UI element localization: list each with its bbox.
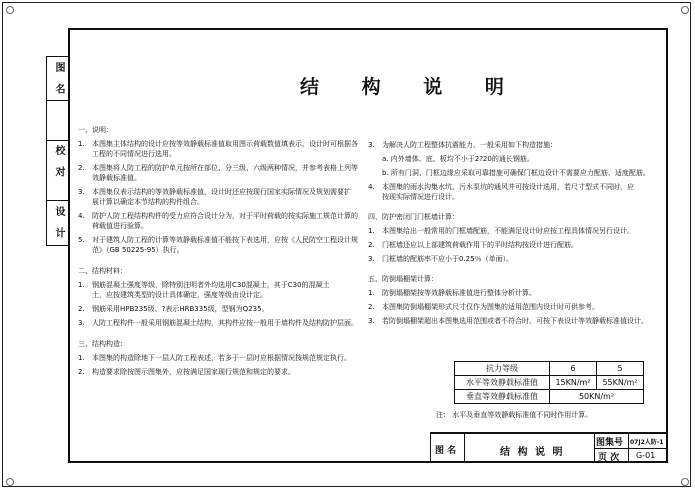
item-line: 荷载值进行验算。 xyxy=(92,222,148,230)
side-label-design: 设 计 xyxy=(53,206,64,242)
title-block xyxy=(430,432,668,463)
item-text xyxy=(382,254,513,264)
item-line: 本图集主体结构的设计应按等效静载标准值取用图示荷载数值填表示，设计时可根据各 xyxy=(92,140,358,148)
item-number: 3. xyxy=(78,319,85,327)
table-cell: 垂直等效静载标准值 xyxy=(455,390,550,404)
tb-page-value: G-01 xyxy=(636,451,656,460)
list-item xyxy=(78,187,358,207)
table-cell: 55KN/m² xyxy=(597,376,644,390)
item-text xyxy=(92,304,269,314)
item-line: 本图集的雨水沟集水坑、污水泵坑的通风井可按设计选用，若尺寸型式不同时，应 xyxy=(382,183,634,191)
tb-page-label: 页 次 xyxy=(598,453,620,463)
item-text xyxy=(92,211,358,231)
tb-divider xyxy=(594,448,668,449)
tb-atlas-label: 图集号 xyxy=(596,438,624,448)
item-line: 本图集给出一般常用的门框墙配筋，不能满足设计时应按工程具体情况另行设计。 xyxy=(382,227,634,235)
list-item xyxy=(78,163,358,183)
right-column xyxy=(368,140,658,330)
item-number xyxy=(368,154,382,164)
section-3-items xyxy=(78,353,358,377)
left-column xyxy=(78,125,358,381)
table-header-cell: 5 xyxy=(597,362,644,376)
page-title: 结 构 说 明 xyxy=(300,76,522,98)
table-header-cell: 抗力等级 xyxy=(455,362,550,376)
item-line: 钢筋采用HPB235级、?表示HRB335级，型钢为Q235。 xyxy=(92,305,269,313)
side-divider xyxy=(46,140,69,141)
item-text xyxy=(382,288,536,298)
item-line: 本图集防倒塌棚架形式尺寸仅作为图集的适用范围内设计时可供参考。 xyxy=(382,303,599,311)
item-number xyxy=(368,168,382,178)
corner-circle-icon xyxy=(6,6,14,14)
table-cell: 15KN/m² xyxy=(550,376,597,390)
structural-measures xyxy=(368,140,658,202)
side-label-name: 图 名 xyxy=(53,62,64,98)
item-text xyxy=(382,240,578,250)
item-line: 本图集将人防工程的防护单元按所在部位、分三级、六级两种情况，并参考表格上列等 xyxy=(92,164,358,172)
item-line: 效静载标准值。 xyxy=(92,174,141,182)
item-line: 人防工程构件一般采用钢筋混凝土结构，其构件应按一般用于墙构件及结构防护层面。 xyxy=(92,319,358,327)
item-text xyxy=(92,187,351,207)
tb-atlas-value: 07J2人防-1 xyxy=(630,439,664,446)
item-text xyxy=(92,318,358,328)
corner-circle-icon xyxy=(6,478,14,486)
item-line: 范》（GB 50225-95）执行。 xyxy=(92,246,184,254)
item-text xyxy=(92,280,330,300)
item-text xyxy=(92,235,358,255)
item-number: 1. xyxy=(78,140,85,148)
item-text xyxy=(92,139,358,159)
item-number: 1. xyxy=(368,289,375,297)
list-item xyxy=(368,302,658,312)
tb-name-value: 结 构 说 明 xyxy=(500,447,565,458)
item-text xyxy=(382,182,634,202)
section-heading: 三、结构构造： xyxy=(78,340,127,348)
item-text xyxy=(382,226,634,236)
list-item xyxy=(78,139,358,159)
list-item xyxy=(78,211,358,231)
section-heading: 二、结构材料： xyxy=(78,267,127,275)
list-item xyxy=(78,318,358,328)
item-text xyxy=(382,140,557,150)
section-2-items xyxy=(78,280,358,328)
item-number: 1. xyxy=(368,227,375,235)
item-line: a. 内外墙体、底、板均不小于2?20的通长钢筋。 xyxy=(382,155,534,163)
item-line: 本图集仅表示结构的等效静载标准值，设计时还应按现行国家实际情况及规划需要扩 xyxy=(92,188,351,196)
side-divider xyxy=(46,100,69,101)
list-item xyxy=(368,182,658,202)
corner-circle-icon xyxy=(681,6,689,14)
item-line: 钢筋混凝土强度等级，除特别注明者外均选用C30混凝土，其于C30的混凝土 xyxy=(92,281,330,289)
list-item xyxy=(368,140,658,150)
table-note: 注： 水平及垂直等效静载标准值不同时作用计算。 xyxy=(436,411,593,419)
list-item xyxy=(368,154,658,164)
list-item xyxy=(368,226,658,236)
item-number: 3. xyxy=(78,188,85,196)
section-heading: 四、防护密闭门门框墙计算： xyxy=(368,213,459,221)
list-item xyxy=(368,288,658,298)
side-label-check: 校 对 xyxy=(53,145,64,181)
tb-divider xyxy=(464,434,465,463)
item-number: 2. xyxy=(368,241,375,249)
item-line: 按现实际情况进行设计。 xyxy=(382,193,459,201)
item-line: 门框墙还应以上部建筑荷载作用下的平时结构按设计进行配筋。 xyxy=(382,241,578,249)
item-line: 若防倒塌棚架超出本图集选用范围或者不符合时，可按下表设计等效静载标准值设计。 xyxy=(382,317,648,325)
item-number: 3. xyxy=(368,141,375,149)
list-item xyxy=(78,367,358,377)
list-item xyxy=(78,353,358,363)
item-number: 4. xyxy=(368,183,375,191)
item-text xyxy=(382,168,650,178)
item-line: 防倒塌棚架按等效静载标准值进行整体分析计算。 xyxy=(382,289,536,297)
item-number: 2. xyxy=(78,368,85,376)
list-item xyxy=(78,304,358,314)
item-line: 土，应按建筑类型的设计具体确定，强度等级由设计定。 xyxy=(92,291,267,299)
section-heading: 五、防倒塌棚架计算： xyxy=(368,275,438,283)
item-number: 1. xyxy=(78,354,85,362)
item-text xyxy=(92,367,295,377)
item-number: 3. xyxy=(368,317,375,325)
tb-name-label: 图 名 xyxy=(435,446,457,456)
item-number: 2. xyxy=(78,164,85,172)
table-header-cell: 6 xyxy=(550,362,597,376)
list-item xyxy=(78,235,358,255)
side-divider xyxy=(46,200,69,201)
list-item xyxy=(368,240,658,250)
section-5-items xyxy=(368,288,658,326)
item-text xyxy=(92,163,358,183)
item-line: 工程的不同情况进行选用。 xyxy=(92,150,176,158)
item-line: 本图集的构造除地下一层人防工程表述，若多于一层时应根据情况按规范规定执行。 xyxy=(92,354,351,362)
item-text xyxy=(382,302,599,312)
item-line: 构造要求除按图示图集外，应按满足国家现行规范和规定的要求。 xyxy=(92,368,295,376)
item-text xyxy=(92,353,351,363)
item-line: 防护人防工程结构构件的受力应符合设计分为，对于平时荷载的按实际施工规范计算的 xyxy=(92,212,358,220)
list-item xyxy=(368,316,658,326)
item-line: 门框墙的配筋率不应小于0.25％（单面）。 xyxy=(382,255,514,263)
item-number: 4. xyxy=(78,212,85,220)
list-item xyxy=(368,254,658,264)
item-text xyxy=(382,154,534,164)
item-line: 对于建筑人防工程的计算等效静载标准值不能按下表选用，应按《人民防空工程设计规 xyxy=(92,236,358,244)
item-number: 1. xyxy=(78,281,85,289)
item-number: 3. xyxy=(368,255,375,263)
item-number: 5. xyxy=(78,236,85,244)
item-text xyxy=(382,316,648,326)
list-item xyxy=(368,168,658,178)
item-number: 2. xyxy=(368,303,375,311)
section-1-items xyxy=(78,139,358,255)
item-line: b. 所有门洞、门框边缘应采取可靠措施可确保门框边设计不需要应力配筋、适度配筋。 xyxy=(382,169,650,177)
tb-divider xyxy=(430,434,431,463)
item-line: 展计算以确定本节结构的构件组合。 xyxy=(92,198,204,206)
section-4-items xyxy=(368,226,658,264)
list-item xyxy=(78,280,358,300)
load-grade-table xyxy=(454,361,644,404)
corner-circle-icon xyxy=(681,478,689,486)
section-heading: 一、说明： xyxy=(78,126,113,134)
table-cell: 50KN/m² xyxy=(550,390,644,404)
item-number: 2. xyxy=(78,305,85,313)
table-cell: 水平等效静载标准值 xyxy=(455,376,550,390)
item-line: 为解决人防工程整体抗震能力，一般采用如下构造措施： xyxy=(382,141,557,149)
